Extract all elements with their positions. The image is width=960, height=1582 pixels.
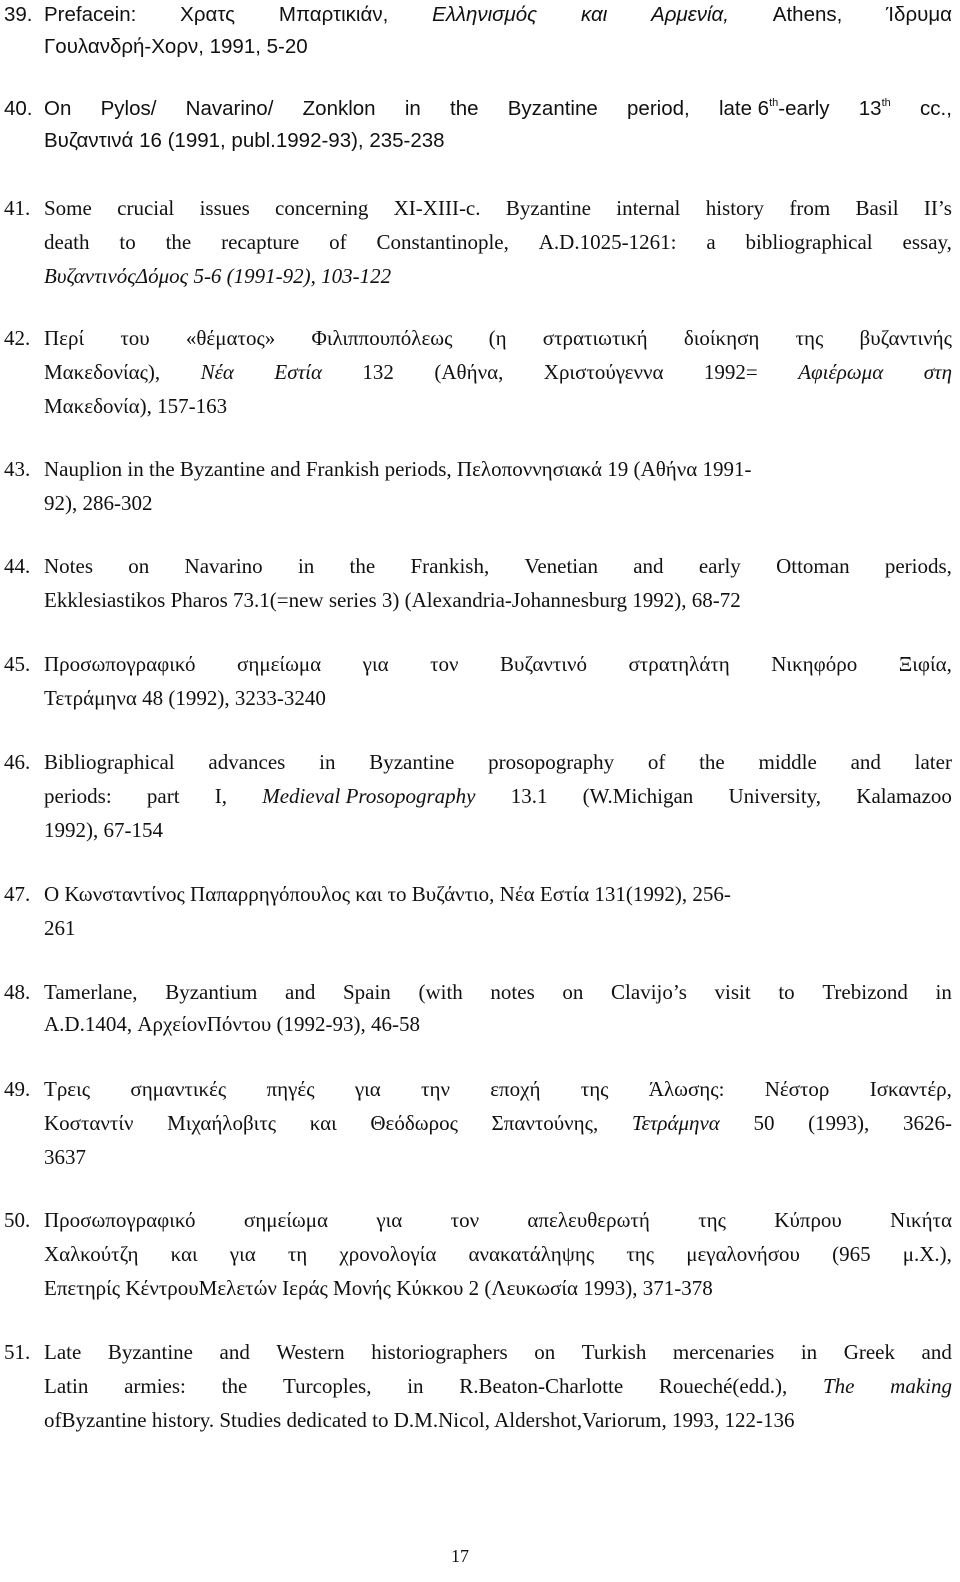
word: notes (490, 980, 535, 1004)
word: in (407, 1374, 424, 1398)
word: -early (778, 97, 830, 120)
word: απελευθερωτή (527, 1208, 650, 1232)
word: Roueché(edd.), (658, 1374, 788, 1398)
word: the (349, 554, 376, 578)
word: της (698, 1208, 726, 1232)
word: Spain (342, 980, 391, 1004)
entry-line (44, 1238, 952, 1270)
word: στη (923, 360, 952, 384)
word: Trebizond (822, 980, 908, 1004)
word: history (705, 196, 765, 220)
word: σημαντικές (130, 1077, 227, 1101)
word: Frankish, (410, 554, 490, 578)
word: early (698, 554, 741, 578)
entry-number: 44. (4, 554, 31, 578)
word: Χρατς (180, 3, 236, 26)
entry-number: 40. (4, 97, 33, 120)
word: Σπαντούνης, (491, 1111, 599, 1135)
word: (1993), (808, 1111, 870, 1135)
word: in (319, 750, 336, 774)
entry-line (44, 780, 952, 812)
word: (Αθήνα, (434, 360, 504, 384)
word: on (534, 1340, 556, 1364)
word: Ίδρυμα (886, 3, 952, 26)
word: (W.Michigan (582, 784, 694, 808)
word: 3626- (902, 1111, 952, 1135)
word: Kalamazoo (856, 784, 952, 808)
entry-line (44, 648, 952, 680)
word: τη (287, 1242, 308, 1266)
entry-line (44, 31, 952, 63)
word: για (229, 1242, 256, 1266)
line-text: Ekklesiastikos Pharos 73.1(=new series 3) (Alexandria-Johannesburg 1992), 68-72 (44, 588, 741, 612)
word: Byzantine (507, 97, 598, 120)
word: Προσωπογραφικό (44, 1208, 196, 1232)
line-text: A.D.1404, ΑρχείονΠόντου (1992-93), 46-58 (44, 1012, 420, 1036)
word: Zonklon (302, 97, 376, 120)
line-text: Nauplion in the Byzantine and Frankish periods, Πελοποννησιακά 19 (Αθήνα 1991- (44, 457, 752, 481)
word: University, (728, 784, 822, 808)
word: middle (758, 750, 817, 774)
word: και (309, 1111, 337, 1135)
word: Latin (44, 1374, 89, 1398)
entry-line (44, 550, 952, 582)
entry-line (44, 93, 952, 125)
word: Κύπρου (774, 1208, 842, 1232)
word: and (219, 1340, 250, 1364)
word: Tamerlane, (44, 980, 138, 1004)
entry-line (44, 878, 952, 910)
word: Medieval Prosopography (262, 784, 476, 808)
word: The (822, 1374, 855, 1398)
word: period, (627, 97, 690, 120)
word: την (421, 1077, 450, 1101)
word: part (146, 784, 180, 808)
word: Venetian (524, 554, 598, 578)
word: Ottoman (776, 554, 850, 578)
word-with-superscript (719, 93, 830, 125)
entry-line (44, 1404, 952, 1436)
superscript: th (769, 97, 779, 109)
entry-line (44, 1107, 952, 1139)
entry-number: 42. (4, 326, 31, 350)
word: Greek (843, 1340, 896, 1364)
word: Νικηφόρο (771, 652, 858, 676)
word: Νικήτα (890, 1208, 952, 1232)
word: Αφιέρωμα (798, 360, 884, 384)
word: Ξιφία, (898, 652, 952, 676)
entry-number: 51. (4, 1340, 31, 1364)
entry-number: 49. (4, 1077, 31, 1101)
word: χρονολογία (339, 1242, 437, 1266)
word: Athens, (772, 3, 843, 26)
word: Western (276, 1340, 345, 1364)
word: Some (44, 196, 92, 220)
line-text: ΒυζαντινόςΔόμος 5-6 (1991-92), 103-122 (44, 264, 392, 288)
word: in (404, 97, 421, 120)
word: XI-XIII-c. (393, 196, 481, 220)
line-text: 92), 286-302 (44, 491, 153, 515)
word: βυζαντινής (859, 326, 952, 350)
entry-number: 47. (4, 882, 31, 906)
word: της (580, 1077, 609, 1101)
word: στρατηλάτη (628, 652, 730, 676)
word: armies: (124, 1374, 186, 1398)
word: Τετράμηνα (631, 1111, 720, 1135)
word: On (44, 97, 72, 120)
word: essay, (902, 230, 952, 254)
word: Navarino (184, 554, 263, 578)
word: A.D.1025-1261: (538, 230, 677, 254)
entry-line (44, 192, 952, 224)
word: Byzantium (165, 980, 258, 1004)
line-text: Γουλανδρή-Χορν, 1991, 5-20 (44, 35, 308, 58)
word: Φιλιππουπόλεως (311, 326, 453, 350)
line-text: 261 (44, 916, 76, 940)
entry-line (44, 125, 952, 157)
word: Βυζαντινό (500, 652, 587, 676)
word: cc., (920, 97, 952, 120)
word: late 6 (718, 97, 770, 120)
word: Ελληνισμός (432, 3, 538, 26)
word: making (890, 1374, 952, 1398)
word: τον (430, 652, 459, 676)
word: Byzantine (505, 196, 591, 220)
word: Προσωπογραφικό (44, 652, 196, 676)
entry-line (44, 1370, 952, 1402)
line-text: 3637 (44, 1145, 86, 1169)
word: 50 (753, 1111, 775, 1135)
word: για (354, 1077, 381, 1101)
word: (965 (832, 1242, 871, 1266)
word: the (165, 230, 192, 254)
word: Τρεις (44, 1077, 91, 1101)
word: concerning (275, 196, 369, 220)
entry-number: 45. (4, 652, 31, 676)
word: and (285, 980, 316, 1004)
word: (with (418, 980, 463, 1004)
word: πηγές (266, 1077, 315, 1101)
word: Μπαρτικιάν, (278, 3, 389, 26)
word: I, (214, 784, 227, 808)
word: prosopography (488, 750, 615, 774)
line-text: ofByzantine history. Studies dedicated to D.M.Nicol, Aldershot,Variorum, 1993, 122-136 (44, 1408, 795, 1432)
word: 132 (362, 360, 394, 384)
word: Μιχαήλοβιτς (167, 1111, 277, 1135)
entry-line (44, 390, 952, 422)
line-text: 1992), 67-154 (44, 818, 163, 842)
word: to (778, 980, 795, 1004)
line-text: Ο Κωνσταντίνος Παπαρρηγόπουλος και το Βυζάντιο, Νέα Εστία 131(1992), 256- (44, 882, 731, 906)
word: 13.1 (510, 784, 548, 808)
word: της (795, 326, 824, 350)
entry-number: 48. (4, 980, 31, 1004)
word: advances (208, 750, 286, 774)
word: 13 (858, 97, 882, 120)
word: and (633, 554, 664, 578)
word: recapture (221, 230, 300, 254)
word: a (706, 230, 716, 254)
word: historiographers (371, 1340, 508, 1364)
word: τον (450, 1208, 480, 1232)
word: bibliographical (745, 230, 873, 254)
entry-line (44, 682, 952, 714)
word: Άλωσης: (648, 1077, 725, 1101)
word: Late (44, 1340, 82, 1364)
word: periods, (884, 554, 952, 578)
word: Ισκαντέρ, (869, 1077, 952, 1101)
word: Navarino/ (185, 97, 274, 120)
word: Bibliographical (44, 750, 175, 774)
word: Pylos/ (100, 97, 157, 120)
word: of (647, 750, 666, 774)
word: Turkish (581, 1340, 647, 1364)
word: σημείωμα (243, 1208, 329, 1232)
word: and (850, 750, 881, 774)
entry-number: 50. (4, 1208, 31, 1232)
page-number: 17 (451, 1546, 469, 1566)
word: στρατιωτική (542, 326, 648, 350)
word: μεγαλονήσου (686, 1242, 800, 1266)
entry-line (44, 814, 952, 846)
word: II’s (923, 196, 952, 220)
entry-line (44, 1008, 952, 1040)
word: και (581, 3, 608, 26)
word: εποχή (490, 1077, 541, 1101)
word: μ.Χ.), (902, 1242, 952, 1266)
word: (η (488, 326, 507, 350)
word: later (914, 750, 952, 774)
word: to (119, 230, 136, 254)
word: Notes (44, 554, 93, 578)
word: Εστία (274, 360, 322, 384)
word: Byzantine (107, 1340, 193, 1364)
word: Κοσταντίν (44, 1111, 134, 1135)
word: Νέα (200, 360, 234, 384)
word: crucial (117, 196, 175, 220)
word: mercenaries (672, 1340, 775, 1364)
superscript: th (881, 97, 891, 109)
word: Constantinople, (376, 230, 509, 254)
entry-line (44, 322, 952, 354)
entry-line (44, 1141, 952, 1173)
line-text: Επετηρίς ΚέντρουΜελετών Ιεράς Μονής Κύκκου 2 (Λευκωσία 1993), 371-378 (44, 1276, 713, 1300)
word: from (789, 196, 831, 220)
word: Θεόδωρος (370, 1111, 458, 1135)
entry-line (44, 746, 952, 778)
entry-line (44, 976, 952, 1008)
entry-line (44, 584, 952, 616)
entry-number: 46. (4, 750, 31, 774)
word: periods: (44, 784, 112, 808)
word: in (297, 554, 315, 578)
entry-line (44, 1272, 952, 1304)
entry-number: 43. (4, 457, 31, 481)
word: visit (714, 980, 751, 1004)
line-text: Βυζαντινά 16 (1991, publ.1992-93), 235-238 (44, 129, 445, 152)
word: Basil (855, 196, 899, 220)
word: Περί (44, 326, 85, 350)
word-with-superscript (859, 93, 891, 125)
line-text: Τετράμηνα 48 (1992), 3233-3240 (44, 686, 326, 710)
word: Prefacein: (44, 3, 137, 26)
word: on (562, 980, 584, 1004)
entry-line (44, 487, 952, 519)
word: Turcoples, (283, 1374, 372, 1398)
word: on (128, 554, 150, 578)
word: 1992= (703, 360, 758, 384)
word: Χριστούγεννα (543, 360, 664, 384)
word: Χαλκούτζη (44, 1242, 139, 1266)
line-text: Μακεδονία), 157-163 (44, 394, 228, 418)
word: Νέστορ (764, 1077, 830, 1101)
entry-line (44, 226, 952, 258)
word: σημείωμα (237, 652, 322, 676)
word: issues (199, 196, 250, 220)
word: για (362, 652, 389, 676)
entry-line (44, 356, 952, 388)
word: Byzantine (369, 750, 455, 774)
entry-number: 39. (4, 3, 33, 26)
word: the (450, 97, 479, 120)
entry-line (44, 0, 952, 31)
word: the (699, 750, 725, 774)
word: R.Beaton-Charlotte (459, 1374, 624, 1398)
entry-line (44, 1204, 952, 1236)
word: της (626, 1242, 655, 1266)
word: internal (616, 196, 681, 220)
word: διοίκηση (683, 326, 760, 350)
entry-number: 41. (4, 196, 31, 220)
entry-line (44, 453, 952, 485)
word: the (221, 1374, 248, 1398)
entry-line (44, 1336, 952, 1368)
word: Μακεδονίας), (44, 360, 161, 384)
word: in (800, 1340, 818, 1364)
word: Clavijo’s (611, 980, 687, 1004)
entry-line (44, 912, 952, 944)
word: and (921, 1340, 952, 1364)
word: και (170, 1242, 198, 1266)
word: in (935, 980, 952, 1004)
word: of (329, 230, 347, 254)
word: death (44, 230, 90, 254)
word: «θέματος» (185, 326, 276, 350)
word: για (376, 1208, 403, 1232)
word: ανακατάληψης (468, 1242, 595, 1266)
word: Αρμενία, (651, 3, 729, 26)
entry-line (44, 260, 952, 292)
entry-line (44, 1073, 952, 1105)
word: του (120, 326, 150, 350)
